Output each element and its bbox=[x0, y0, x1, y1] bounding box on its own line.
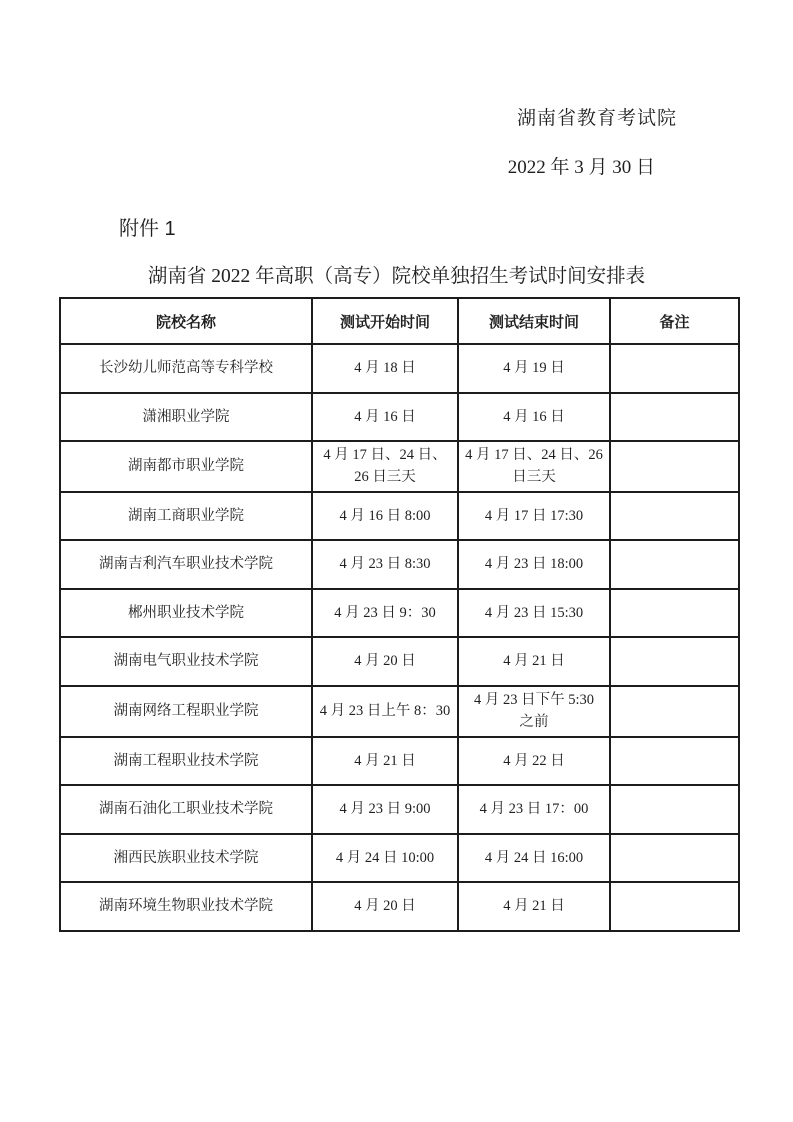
cell-start-time: 4 月 16 日 bbox=[312, 393, 458, 442]
cell-college-name: 湖南石油化工职业技术学院 bbox=[60, 785, 312, 834]
col-header-note: 备注 bbox=[610, 298, 739, 344]
document-date: 2022 年 3 月 30 日 bbox=[507, 157, 655, 178]
cell-note bbox=[610, 686, 739, 737]
cell-note bbox=[610, 589, 739, 638]
cell-end-time: 4 月 23 日 18:00 bbox=[458, 540, 610, 589]
cell-end-time: 4 月 22 日 bbox=[458, 737, 610, 786]
cell-note bbox=[610, 785, 739, 834]
table-header-row bbox=[60, 298, 739, 344]
table-row bbox=[60, 882, 739, 931]
cell-start-time: 4 月 20 日 bbox=[312, 637, 458, 686]
col-header-end-time: 测试结束时间 bbox=[458, 298, 610, 344]
col-header-start-time: 测试开始时间 bbox=[312, 298, 458, 344]
cell-end-time: 4 月 21 日 bbox=[458, 637, 610, 686]
cell-start-time: 4 月 17 日、24 日、26 日三天 bbox=[312, 441, 458, 492]
attachment-label: 附件 1 bbox=[119, 218, 176, 240]
cell-college-name: 湖南工商职业学院 bbox=[60, 492, 312, 541]
cell-note bbox=[610, 637, 739, 686]
cell-college-name: 湖南吉利汽车职业技术学院 bbox=[60, 540, 312, 589]
issuer-name: 湖南省教育考试院 bbox=[516, 108, 677, 129]
cell-note bbox=[610, 492, 739, 541]
cell-start-time: 4 月 16 日 8:00 bbox=[312, 492, 458, 541]
exam-schedule-table bbox=[59, 297, 740, 932]
table-title: 湖南省 2022 年高职（高专）院校单独招生考试时间安排表 bbox=[147, 266, 646, 287]
cell-college-name: 湖南都市职业学院 bbox=[60, 441, 312, 492]
cell-college-name: 潇湘职业学院 bbox=[60, 393, 312, 442]
table-row bbox=[60, 785, 739, 834]
cell-college-name: 湖南环境生物职业技术学院 bbox=[60, 882, 312, 931]
table-row bbox=[60, 441, 739, 492]
cell-end-time: 4 月 24 日 16:00 bbox=[458, 834, 610, 883]
cell-start-time: 4 月 23 日 9：30 bbox=[312, 589, 458, 638]
cell-note bbox=[610, 737, 739, 786]
cell-end-time: 4 月 17 日 17:30 bbox=[458, 492, 610, 541]
cell-end-time: 4 月 23 日 15:30 bbox=[458, 589, 610, 638]
cell-start-time: 4 月 23 日 9:00 bbox=[312, 785, 458, 834]
cell-start-time: 4 月 21 日 bbox=[312, 737, 458, 786]
cell-start-time: 4 月 18 日 bbox=[312, 344, 458, 393]
table-row bbox=[60, 737, 739, 786]
cell-note bbox=[610, 393, 739, 442]
cell-end-time: 4 月 23 日 17：00 bbox=[458, 785, 610, 834]
cell-college-name: 湖南网络工程职业学院 bbox=[60, 686, 312, 737]
cell-college-name: 湖南工程职业技术学院 bbox=[60, 737, 312, 786]
table-row bbox=[60, 686, 739, 737]
table-header bbox=[60, 298, 739, 344]
table-row bbox=[60, 637, 739, 686]
cell-end-time: 4 月 19 日 bbox=[458, 344, 610, 393]
col-header-college-name: 院校名称 bbox=[60, 298, 312, 344]
table-row bbox=[60, 589, 739, 638]
cell-end-time: 4 月 17 日、24 日、26 日三天 bbox=[458, 441, 610, 492]
cell-college-name: 湖南电气职业技术学院 bbox=[60, 637, 312, 686]
cell-start-time: 4 月 20 日 bbox=[312, 882, 458, 931]
cell-note bbox=[610, 882, 739, 931]
cell-note bbox=[610, 834, 739, 883]
cell-start-time: 4 月 24 日 10:00 bbox=[312, 834, 458, 883]
table-row bbox=[60, 492, 739, 541]
table-body bbox=[60, 344, 739, 931]
cell-note bbox=[610, 344, 739, 393]
cell-end-time: 4 月 21 日 bbox=[458, 882, 610, 931]
table-row bbox=[60, 540, 739, 589]
cell-end-time: 4 月 16 日 bbox=[458, 393, 610, 442]
cell-college-name: 长沙幼儿师范高等专科学校 bbox=[60, 344, 312, 393]
cell-college-name: 郴州职业技术学院 bbox=[60, 589, 312, 638]
cell-note bbox=[610, 441, 739, 492]
cell-college-name: 湘西民族职业技术学院 bbox=[60, 834, 312, 883]
table-row bbox=[60, 834, 739, 883]
table-row bbox=[60, 393, 739, 442]
cell-note bbox=[610, 540, 739, 589]
table-row bbox=[60, 344, 739, 393]
cell-start-time: 4 月 23 日上午 8：30 bbox=[312, 686, 458, 737]
cell-start-time: 4 月 23 日 8:30 bbox=[312, 540, 458, 589]
cell-end-time: 4 月 23 日下午 5:30 之前 bbox=[458, 686, 610, 737]
